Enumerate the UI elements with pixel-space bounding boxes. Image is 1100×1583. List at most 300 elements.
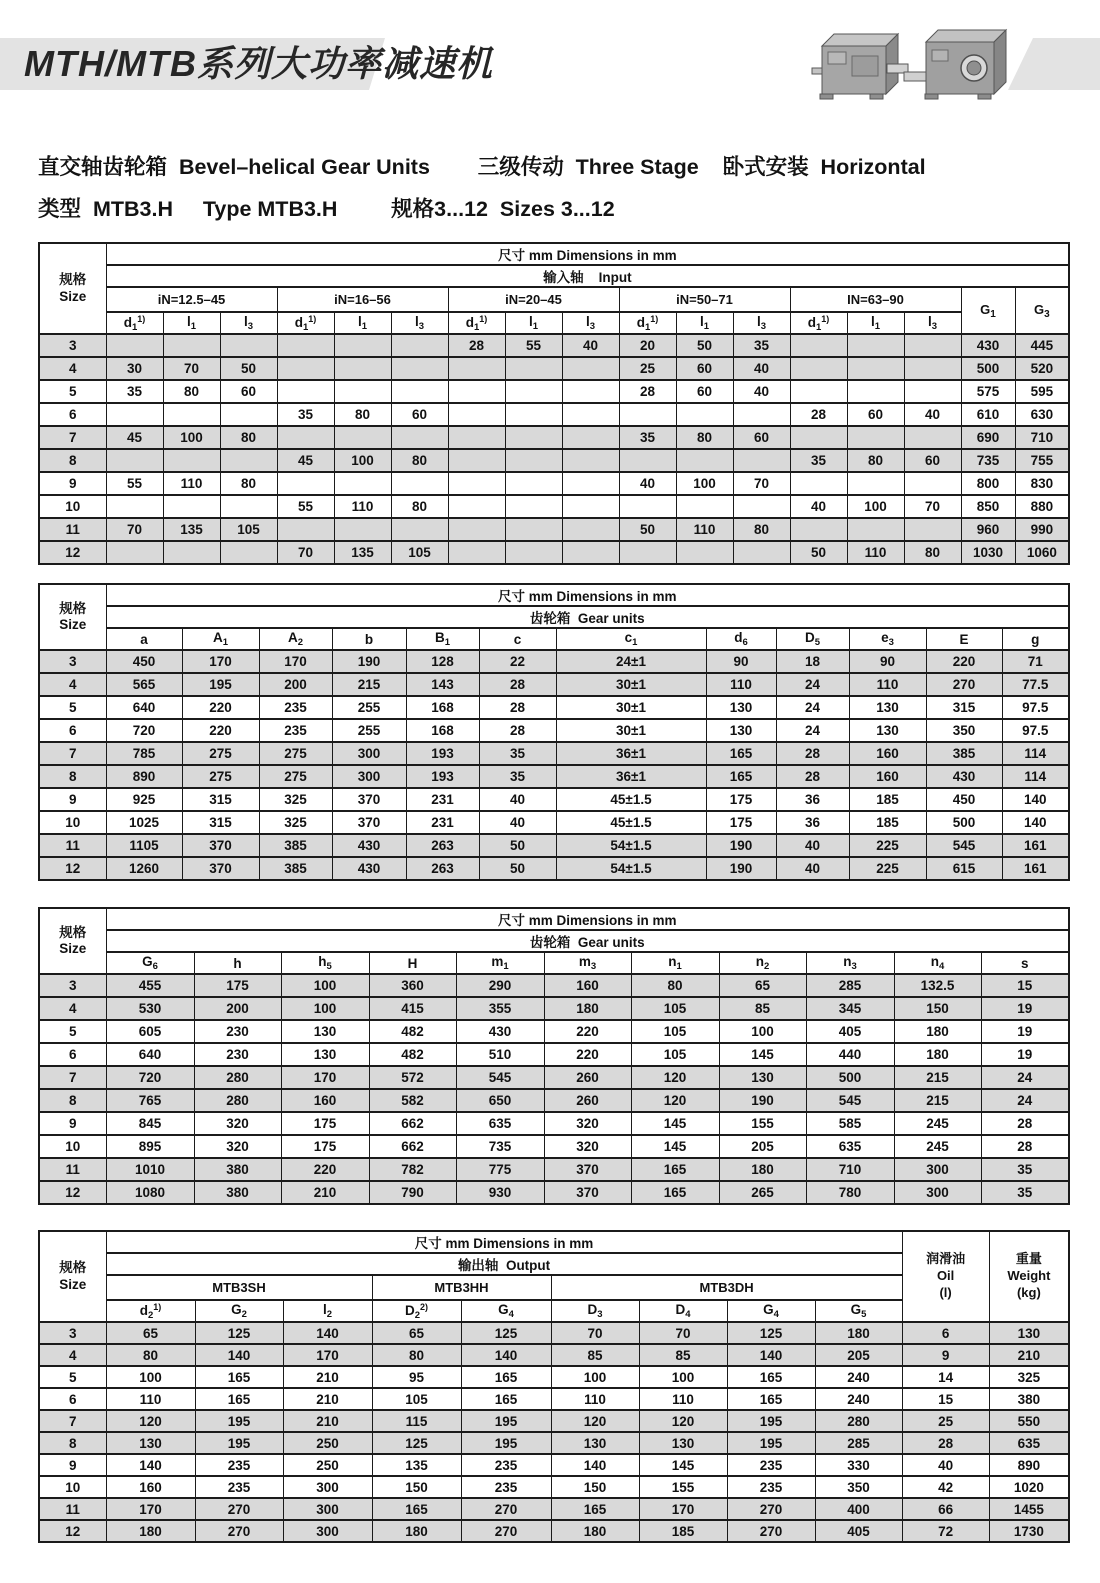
column-superscript: 1)	[821, 313, 830, 324]
data-cell: 170	[182, 650, 259, 673]
data-cell: 180	[106, 1520, 195, 1542]
data-cell: 263	[406, 857, 479, 880]
column-header	[406, 628, 479, 650]
data-cell: 140	[1002, 788, 1069, 811]
data-cell: 150	[372, 1476, 461, 1498]
column-header	[334, 312, 391, 334]
row-size-cell: 6	[39, 403, 106, 426]
data-cell: 100	[847, 495, 904, 518]
data-cell: 245	[894, 1112, 981, 1135]
table-row	[39, 1135, 1069, 1158]
data-cell: 80	[220, 426, 277, 449]
data-cell: 36	[776, 788, 849, 811]
data-cell: 130	[639, 1432, 727, 1454]
data-cell: 765	[106, 1089, 194, 1112]
data-cell: 140	[727, 1344, 815, 1366]
row-size-cell: 9	[39, 1454, 106, 1476]
column-header	[790, 312, 847, 334]
data-cell: 50	[790, 541, 847, 564]
header-row	[39, 606, 1069, 628]
data-cell	[220, 495, 277, 518]
data-cell: 205	[719, 1135, 806, 1158]
header-row	[39, 584, 1069, 606]
data-cell: 1060	[1015, 541, 1069, 564]
column-subscript: 1	[503, 961, 509, 972]
data-cell: 50	[676, 334, 733, 357]
side-column-line: 重量	[1015, 1251, 1042, 1267]
data-cell: 90	[849, 650, 926, 673]
data-cell	[904, 518, 961, 541]
column-header	[639, 1300, 727, 1322]
data-cell: 150	[894, 997, 981, 1020]
group-header: iN=50–71	[619, 287, 790, 312]
data-cell	[448, 541, 505, 564]
data-cell: 35	[277, 403, 334, 426]
data-cell: 105	[372, 1388, 461, 1410]
data-cell: 175	[194, 974, 281, 997]
data-cell: 370	[544, 1158, 631, 1181]
data-cell: 168	[406, 719, 479, 742]
data-cell: 80	[106, 1344, 195, 1366]
column-header	[182, 628, 259, 650]
data-cell: 130	[719, 1066, 806, 1089]
column-header	[733, 312, 790, 334]
data-cell: 285	[806, 974, 894, 997]
data-cell: 160	[281, 1089, 369, 1112]
size-label-en: Size	[59, 1276, 87, 1292]
data-cell: 105	[631, 1043, 719, 1066]
size-label-zh: 规格	[59, 600, 87, 616]
data-cell: 140	[1002, 811, 1069, 834]
data-cell: 280	[194, 1066, 281, 1089]
data-cell: 77.5	[1002, 673, 1069, 696]
column-letter: d	[139, 1302, 148, 1318]
group-header: iN=16–56	[277, 287, 448, 312]
table-row	[39, 1388, 1069, 1410]
data-cell: 71	[1002, 650, 1069, 673]
data-cell	[904, 380, 961, 403]
data-cell: 130	[706, 719, 776, 742]
data-cell	[391, 380, 448, 403]
data-cell	[847, 334, 904, 357]
data-cell: 565	[106, 673, 182, 696]
data-cell	[676, 403, 733, 426]
data-cell: 190	[706, 834, 776, 857]
data-cell: 120	[631, 1089, 719, 1112]
data-cell: 115	[372, 1410, 461, 1432]
data-cell: 125	[195, 1322, 283, 1344]
data-cell: 180	[894, 1020, 981, 1043]
data-cell	[106, 334, 163, 357]
column-header	[456, 952, 544, 974]
data-cell: 210	[283, 1410, 372, 1432]
dimensions-header: 尺寸 mm Dimensions in mm	[106, 584, 1069, 606]
data-cell: 130	[106, 1432, 195, 1454]
column-subscript: 3	[589, 321, 596, 332]
data-cell	[619, 541, 676, 564]
data-cell: 100	[334, 449, 391, 472]
data-cell: 165	[195, 1366, 283, 1388]
column-superscript: 1)	[479, 313, 488, 324]
column-letter: h	[318, 954, 327, 969]
data-cell: 780	[806, 1181, 894, 1204]
row-size-cell: 3	[39, 650, 106, 673]
data-cell: 595	[1015, 380, 1069, 403]
data-cell: 30±1	[556, 673, 706, 696]
data-cell: 140	[195, 1344, 283, 1366]
data-cell: 170	[259, 650, 332, 673]
column-letter: G	[1034, 301, 1045, 317]
data-cell	[619, 449, 676, 472]
data-cell: 60	[904, 449, 961, 472]
header-row	[39, 628, 1069, 650]
table-row	[39, 1112, 1069, 1135]
data-cell: 370	[182, 857, 259, 880]
column-subscript: 3	[247, 321, 254, 332]
column-letter: G	[850, 1302, 862, 1317]
column-letter: G	[980, 301, 991, 317]
data-cell: 19	[981, 1020, 1069, 1043]
size-label-zh: 规格	[59, 1260, 87, 1276]
data-cell: 28	[448, 334, 505, 357]
data-cell: 195	[195, 1432, 283, 1454]
data-cell: 140	[551, 1454, 639, 1476]
data-cell: 1455	[989, 1498, 1069, 1520]
column-letter: m	[491, 954, 504, 969]
data-cell: 345	[806, 997, 894, 1020]
data-cell	[106, 495, 163, 518]
data-cell: 280	[815, 1410, 902, 1432]
row-size-cell: 9	[39, 472, 106, 495]
column-letter: m	[578, 954, 591, 969]
data-cell: 60	[676, 380, 733, 403]
gear-units-table-b-container	[38, 907, 1068, 1205]
data-cell: 250	[283, 1454, 372, 1476]
data-cell: 135	[334, 541, 391, 564]
output-shaft-dimensions-table	[38, 1230, 1070, 1543]
column-letter: d	[636, 314, 645, 330]
data-cell	[448, 357, 505, 380]
data-cell: 14	[902, 1366, 989, 1388]
column-subscript: 1	[131, 321, 138, 333]
data-cell: 215	[332, 673, 406, 696]
table-row	[39, 1366, 1069, 1388]
data-cell: 50	[479, 857, 556, 880]
data-cell: 28	[479, 719, 556, 742]
size-label-en: Size	[59, 941, 87, 956]
data-cell: 231	[406, 811, 479, 834]
data-cell	[505, 403, 562, 426]
data-cell: 1730	[989, 1520, 1069, 1542]
column-subscript: 5	[326, 961, 332, 972]
column-letter: g	[1031, 631, 1040, 647]
row-size-cell: 6	[39, 1388, 106, 1410]
data-cell: 100	[106, 1366, 195, 1388]
data-cell: 270	[195, 1498, 283, 1520]
data-cell: 545	[806, 1089, 894, 1112]
column-header	[220, 312, 277, 334]
data-cell	[562, 518, 619, 541]
data-cell: 100	[676, 472, 733, 495]
data-cell: 170	[639, 1498, 727, 1520]
column-header	[106, 952, 194, 974]
data-cell	[562, 495, 619, 518]
column-letter: E	[959, 631, 969, 647]
column-subscript: 2	[326, 1309, 333, 1320]
data-cell: 35	[981, 1158, 1069, 1181]
column-header	[505, 312, 562, 334]
data-cell: 180	[544, 997, 631, 1020]
column-header	[1015, 287, 1069, 334]
data-cell: 100	[639, 1366, 727, 1388]
column-subscript: 6	[152, 961, 158, 972]
data-cell: 130	[281, 1020, 369, 1043]
data-cell: 1010	[106, 1158, 194, 1181]
column-letter: l	[927, 314, 932, 329]
data-cell	[391, 334, 448, 357]
data-cell: 55	[505, 334, 562, 357]
group-header: iN=20–45	[448, 287, 619, 312]
data-cell: 635	[806, 1135, 894, 1158]
data-cell	[277, 380, 334, 403]
row-size-cell: 7	[39, 1066, 106, 1089]
data-cell: 60	[733, 426, 790, 449]
row-size-cell: 12	[39, 1181, 106, 1204]
data-cell: 330	[815, 1454, 902, 1476]
column-header	[479, 628, 556, 650]
data-cell: 230	[194, 1020, 281, 1043]
data-cell: 120	[106, 1410, 195, 1432]
data-cell: 165	[706, 765, 776, 788]
data-cell: 1080	[106, 1181, 194, 1204]
data-cell	[790, 357, 847, 380]
data-cell: 170	[283, 1344, 372, 1366]
data-cell	[505, 472, 562, 495]
table-row	[39, 1432, 1069, 1454]
data-cell	[334, 334, 391, 357]
data-cell	[790, 380, 847, 403]
data-cell: 315	[182, 788, 259, 811]
data-cell: 185	[639, 1520, 727, 1542]
column-header	[961, 287, 1015, 334]
data-cell: 325	[989, 1366, 1069, 1388]
data-cell: 130	[849, 696, 926, 719]
table-row	[39, 472, 1069, 495]
data-cell	[163, 541, 220, 564]
data-cell: 890	[989, 1454, 1069, 1476]
data-cell: 36±1	[556, 742, 706, 765]
side-column-line: 润滑油	[926, 1251, 966, 1267]
data-cell: 440	[806, 1043, 894, 1066]
data-cell: 65	[719, 974, 806, 997]
data-cell: 545	[456, 1066, 544, 1089]
data-cell: 40	[776, 857, 849, 880]
data-cell: 165	[727, 1388, 815, 1410]
column-header	[448, 312, 505, 334]
column-letter: l	[870, 314, 875, 329]
data-cell	[904, 472, 961, 495]
column-letter: D	[675, 1302, 686, 1317]
row-size-cell: 5	[39, 380, 106, 403]
column-subscript: 4	[938, 961, 945, 972]
data-cell: 445	[1015, 334, 1069, 357]
data-cell: 50	[619, 518, 676, 541]
data-cell: 100	[163, 426, 220, 449]
data-cell	[220, 449, 277, 472]
size-label-zh: 规格	[59, 272, 87, 288]
data-cell: 300	[332, 742, 406, 765]
data-cell: 165	[706, 742, 776, 765]
table-row	[39, 380, 1069, 403]
data-cell: 662	[369, 1112, 456, 1135]
data-cell: 370	[332, 811, 406, 834]
data-cell: 45	[106, 426, 163, 449]
column-header	[631, 952, 719, 974]
data-cell: 300	[332, 765, 406, 788]
row-size-cell: 12	[39, 857, 106, 880]
data-cell: 114	[1002, 742, 1069, 765]
row-size-cell: 10	[39, 1135, 106, 1158]
data-cell: 130	[849, 719, 926, 742]
column-header	[391, 312, 448, 334]
data-cell: 140	[283, 1322, 372, 1344]
table-row	[39, 788, 1069, 811]
data-cell: 28	[790, 403, 847, 426]
column-header	[894, 952, 981, 974]
row-size-cell: 3	[39, 1322, 106, 1344]
data-cell: 930	[456, 1181, 544, 1204]
column-letter: n	[930, 954, 939, 969]
data-cell: 50	[220, 357, 277, 380]
data-cell: 220	[281, 1158, 369, 1181]
data-cell: 15	[902, 1388, 989, 1410]
table-row	[39, 449, 1069, 472]
dimensions-header: 尺寸 mm Dimensions in mm	[106, 243, 1069, 265]
data-cell: 20	[619, 334, 676, 357]
data-cell: 220	[544, 1020, 631, 1043]
data-cell: 880	[1015, 495, 1069, 518]
data-cell: 235	[259, 719, 332, 742]
data-cell: 110	[847, 541, 904, 564]
data-cell: 545	[926, 834, 1002, 857]
data-cell: 97.5	[1002, 696, 1069, 719]
data-cell	[619, 403, 676, 426]
size-column-header	[39, 908, 106, 974]
data-cell: 18	[776, 650, 849, 673]
data-cell: 54±1.5	[556, 857, 706, 880]
data-cell: 1020	[989, 1476, 1069, 1498]
data-cell: 135	[372, 1454, 461, 1476]
data-cell: 380	[989, 1388, 1069, 1410]
data-cell: 530	[106, 997, 194, 1020]
column-header	[372, 1300, 461, 1322]
data-cell: 300	[283, 1476, 372, 1498]
column-subscript: 2	[241, 1309, 247, 1320]
data-cell: 24	[981, 1066, 1069, 1089]
data-cell: 200	[194, 997, 281, 1020]
header-row	[39, 287, 1069, 312]
data-cell: 70	[904, 495, 961, 518]
data-cell: 430	[961, 334, 1015, 357]
data-cell: 175	[706, 788, 776, 811]
row-size-cell: 5	[39, 696, 106, 719]
data-cell: 40	[733, 380, 790, 403]
data-cell	[790, 472, 847, 495]
column-subscript: 2	[297, 637, 304, 648]
data-cell: 850	[961, 495, 1015, 518]
data-cell	[847, 357, 904, 380]
data-cell: 80	[631, 974, 719, 997]
data-cell: 230	[194, 1043, 281, 1066]
header-row	[39, 312, 1069, 334]
table-row	[39, 1181, 1069, 1204]
data-cell: 120	[631, 1066, 719, 1089]
data-cell: 193	[406, 742, 479, 765]
data-cell: 190	[706, 857, 776, 880]
column-header	[259, 628, 332, 650]
data-cell	[334, 426, 391, 449]
data-cell: 110	[106, 1388, 195, 1410]
column-subscript: 1	[676, 961, 682, 972]
data-cell: 925	[106, 788, 182, 811]
data-cell: 200	[259, 673, 332, 696]
data-cell: 690	[961, 426, 1015, 449]
data-cell	[904, 334, 961, 357]
data-cell: 90	[706, 650, 776, 673]
data-cell: 35	[479, 742, 556, 765]
data-cell: 275	[182, 765, 259, 788]
data-cell: 270	[195, 1520, 283, 1542]
data-cell: 285	[815, 1432, 902, 1454]
data-cell: 30	[106, 357, 163, 380]
row-size-cell: 6	[39, 719, 106, 742]
column-letter: D	[587, 1302, 598, 1317]
data-cell: 155	[719, 1112, 806, 1135]
data-cell: 110	[334, 495, 391, 518]
column-subscript: 2	[147, 1309, 154, 1321]
section-header: 输出轴 Output	[106, 1253, 902, 1275]
table-row	[39, 765, 1069, 788]
data-cell: 210	[283, 1388, 372, 1410]
data-cell	[505, 495, 562, 518]
column-subscript: 6	[742, 637, 748, 648]
column-subscript: 2	[414, 1309, 421, 1321]
data-cell: 175	[706, 811, 776, 834]
data-cell: 28	[776, 765, 849, 788]
table-row	[39, 1476, 1069, 1498]
data-cell: 193	[406, 765, 479, 788]
row-size-cell: 11	[39, 834, 106, 857]
row-size-cell: 4	[39, 1344, 106, 1366]
data-cell	[847, 518, 904, 541]
data-cell	[277, 426, 334, 449]
data-cell	[277, 472, 334, 495]
data-cell: 240	[815, 1366, 902, 1388]
table-row	[39, 426, 1069, 449]
column-subscript: 1	[990, 308, 996, 320]
data-cell: 315	[182, 811, 259, 834]
data-cell	[334, 518, 391, 541]
data-cell	[334, 472, 391, 495]
data-cell: 482	[369, 1020, 456, 1043]
data-cell	[163, 495, 220, 518]
data-cell: 80	[163, 380, 220, 403]
size-column-header	[39, 1231, 106, 1322]
row-size-cell: 4	[39, 673, 106, 696]
output-shaft-table-container	[38, 1230, 1068, 1543]
data-cell	[619, 495, 676, 518]
side-column-line: (l)	[939, 1284, 952, 1300]
